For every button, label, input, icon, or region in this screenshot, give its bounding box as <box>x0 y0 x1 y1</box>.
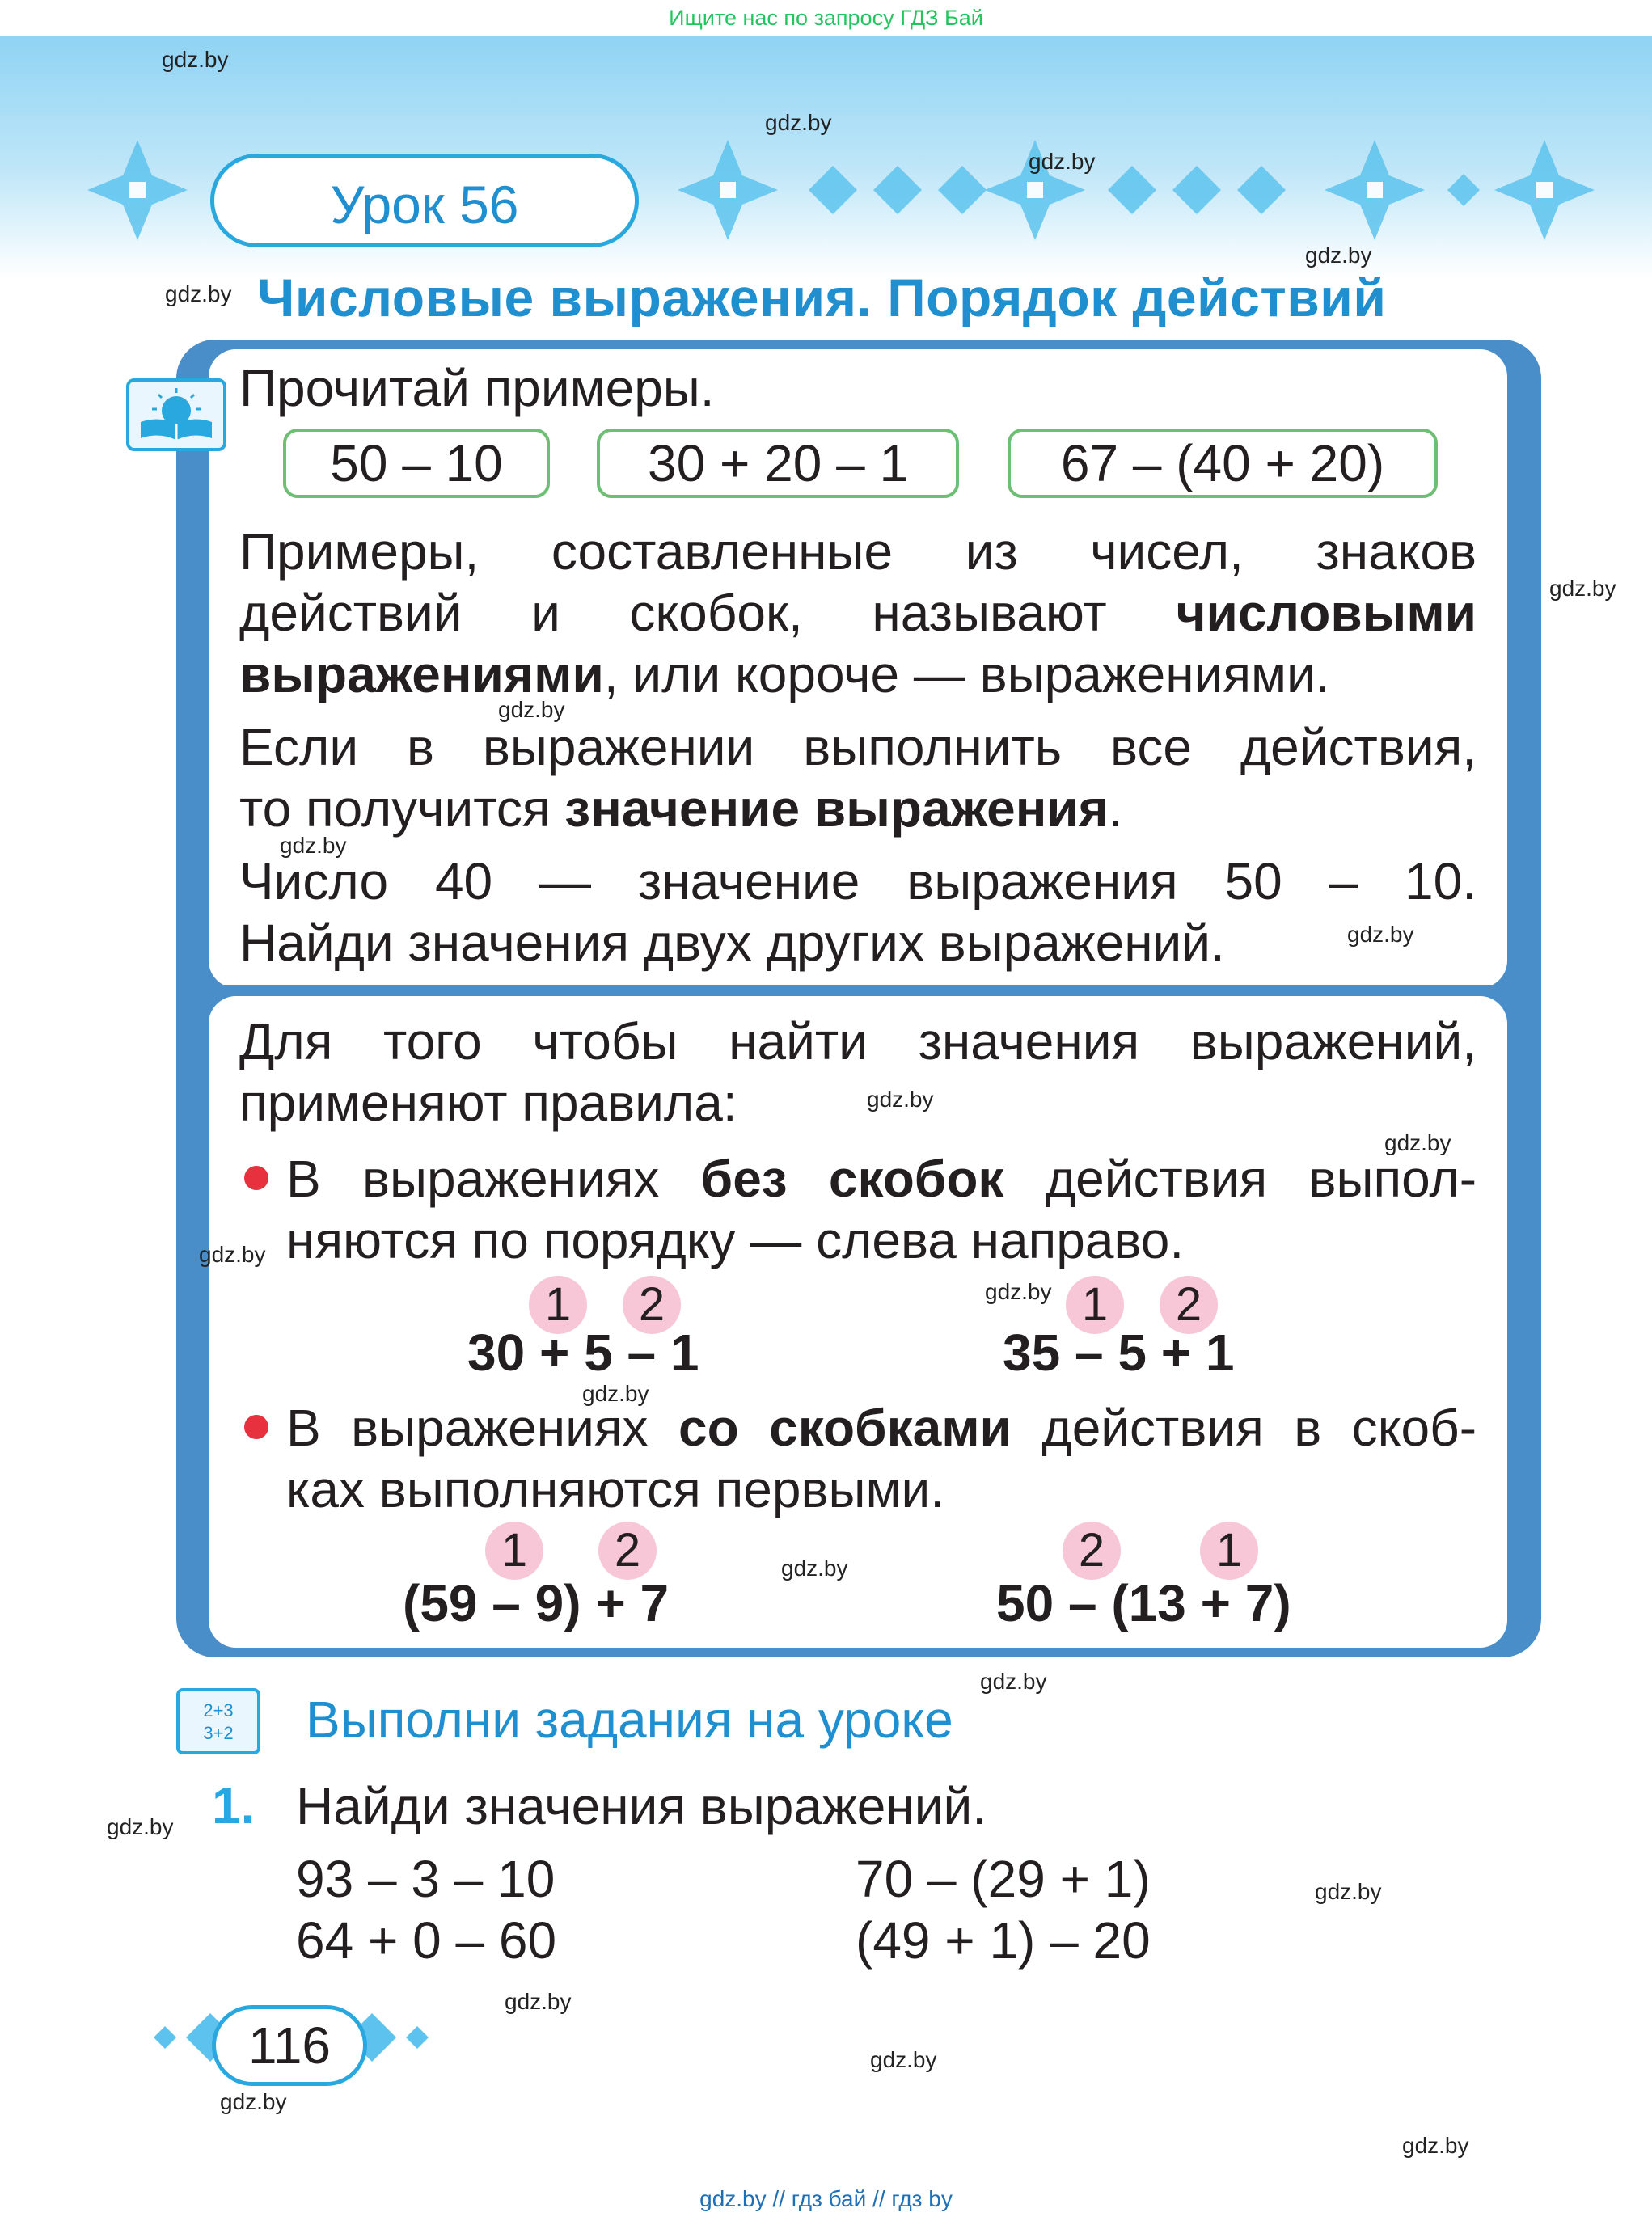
rule-1-line-2: няются по порядку — слева направо. <box>286 1211 1185 1269</box>
tasks-heading: Выполни задания на уроке <box>306 1691 953 1749</box>
order-circle: 1 <box>1200 1522 1258 1580</box>
term-bold: выражениями <box>239 645 604 703</box>
order-circle: 2 <box>623 1276 681 1334</box>
text-fragment: , или короче — выражениями. <box>603 645 1330 703</box>
watermark: gdz.by <box>165 281 232 306</box>
watermark: gdz.by <box>582 1381 649 1406</box>
order-circle: 2 <box>1160 1276 1218 1334</box>
text-fragment: В выражениях <box>286 1150 701 1208</box>
task-1-expression: 64 + 0 – 60 <box>296 1911 557 1970</box>
definition-line-2 <box>239 582 1477 644</box>
watermark: gdz.by <box>1305 243 1372 268</box>
example-value-line: Число 40 — значение выражения 50 – 10. <box>239 852 1477 910</box>
watermark: gdz.by <box>505 1989 572 2014</box>
text-fragment: В выражениях <box>286 1399 678 1457</box>
order-circle: 2 <box>598 1522 657 1580</box>
watermark: gdz.by <box>870 2047 937 2072</box>
rule-2-example-left: (59 – 9) + 7 <box>403 1574 670 1632</box>
footer-links[interactable]: gdz.by // гдз бай // гдз by <box>699 2186 953 2211</box>
divider <box>209 985 1507 993</box>
term-bold: значение выражения <box>564 779 1109 838</box>
watermark: gdz.by <box>162 47 229 72</box>
read-prompt: Прочитай примеры. <box>239 359 715 417</box>
definition-line-1: Примеры, составленные из чисел, знаков <box>239 522 1477 581</box>
value-paragraph-line-2 <box>239 778 1123 839</box>
find-values-line: Найди значения двух других выражений. <box>239 914 1225 972</box>
watermark: gdz.by <box>498 697 565 722</box>
text-fragment: то получится <box>239 779 565 838</box>
lesson-number: Урок 56 <box>210 154 639 247</box>
order-circle: 2 <box>1063 1522 1121 1580</box>
text-fragment: действия выпол- <box>1003 1150 1477 1208</box>
example-box-1: 50 – 10 <box>283 429 550 498</box>
lesson-title: Числовые выражения. Порядок действий <box>257 268 1387 327</box>
blackboard-icon <box>176 1688 260 1754</box>
rules-intro-line-1: Для того чтобы найти значения выражений, <box>239 1012 1477 1070</box>
watermark: gdz.by <box>980 1669 1047 1694</box>
watermark: gdz.by <box>1402 2133 1469 2158</box>
bullet-icon <box>244 1166 268 1190</box>
watermark: gdz.by <box>280 833 347 858</box>
task-1-instruction: Найди значения выражений. <box>296 1777 987 1835</box>
search-banner[interactable]: Ищите нас по запросу ГДЗ Бай <box>669 6 983 30</box>
watermark: gdz.by <box>220 2089 287 2114</box>
watermark: gdz.by <box>199 1242 266 1267</box>
text-fragment: . <box>1109 779 1123 838</box>
rule-2-line-2: ках выполняются первыми. <box>286 1460 944 1518</box>
bullet-icon <box>244 1415 268 1439</box>
definition-line-3 <box>239 644 1330 705</box>
watermark: gdz.by <box>985 1279 1052 1304</box>
task-number: 1. <box>212 1776 256 1834</box>
blackboard-icon-line-2: 3+2 <box>203 1723 234 1743</box>
rule-1-example-right: 35 – 5 + 1 <box>1003 1324 1235 1382</box>
text-fragment: действия в скоб- <box>1011 1399 1477 1457</box>
order-circle: 1 <box>485 1522 543 1580</box>
rule-1-example-left: 30 + 5 – 1 <box>467 1324 699 1382</box>
watermark: gdz.by <box>1029 149 1096 174</box>
watermark: gdz.by <box>867 1087 934 1112</box>
snowflake-ornament-1 <box>678 140 778 240</box>
snowflake-ornament-4 <box>1494 140 1595 240</box>
book-sun-icon <box>126 378 226 451</box>
watermark: gdz.by <box>1384 1130 1451 1155</box>
text-fragment: действий и скобок, называют <box>239 584 1177 642</box>
order-circle: 1 <box>529 1276 587 1334</box>
example-box-2: 30 + 20 – 1 <box>597 429 959 498</box>
rule-1-line-1 <box>286 1148 1477 1210</box>
watermark: gdz.by <box>765 110 832 135</box>
example-box-3: 67 – (40 + 20) <box>1008 429 1438 498</box>
rule-2-line-1 <box>286 1397 1477 1459</box>
task-1-expression: (49 + 1) – 20 <box>856 1911 1151 1970</box>
watermark: gdz.by <box>1347 922 1414 947</box>
value-paragraph-line-1: Если в выражении выполнить все действия, <box>239 718 1477 776</box>
term-bold: без скобок <box>700 1150 1004 1208</box>
watermark: gdz.by <box>107 1814 174 1839</box>
snowflake-ornament-3 <box>1325 140 1425 240</box>
watermark: gdz.by <box>1549 576 1616 601</box>
term-bold: со скобками <box>678 1399 1012 1457</box>
snowflake-ornament-left <box>87 140 188 240</box>
task-1-expression: 70 – (29 + 1) <box>856 1850 1151 1908</box>
blackboard-icon-line-1: 2+3 <box>203 1700 234 1720</box>
rule-2-example-right: 50 – (13 + 7) <box>996 1574 1291 1632</box>
rules-intro-line-2: применяют правила: <box>239 1074 737 1132</box>
watermark: gdz.by <box>1315 1879 1382 1904</box>
order-circle: 1 <box>1066 1276 1124 1334</box>
watermark: gdz.by <box>781 1556 848 1581</box>
page-number: 116 <box>212 2005 367 2086</box>
task-1-expression: 93 – 3 – 10 <box>296 1850 556 1908</box>
definition-paragraph <box>239 521 1477 644</box>
term-bold: числовыми <box>1176 584 1477 642</box>
